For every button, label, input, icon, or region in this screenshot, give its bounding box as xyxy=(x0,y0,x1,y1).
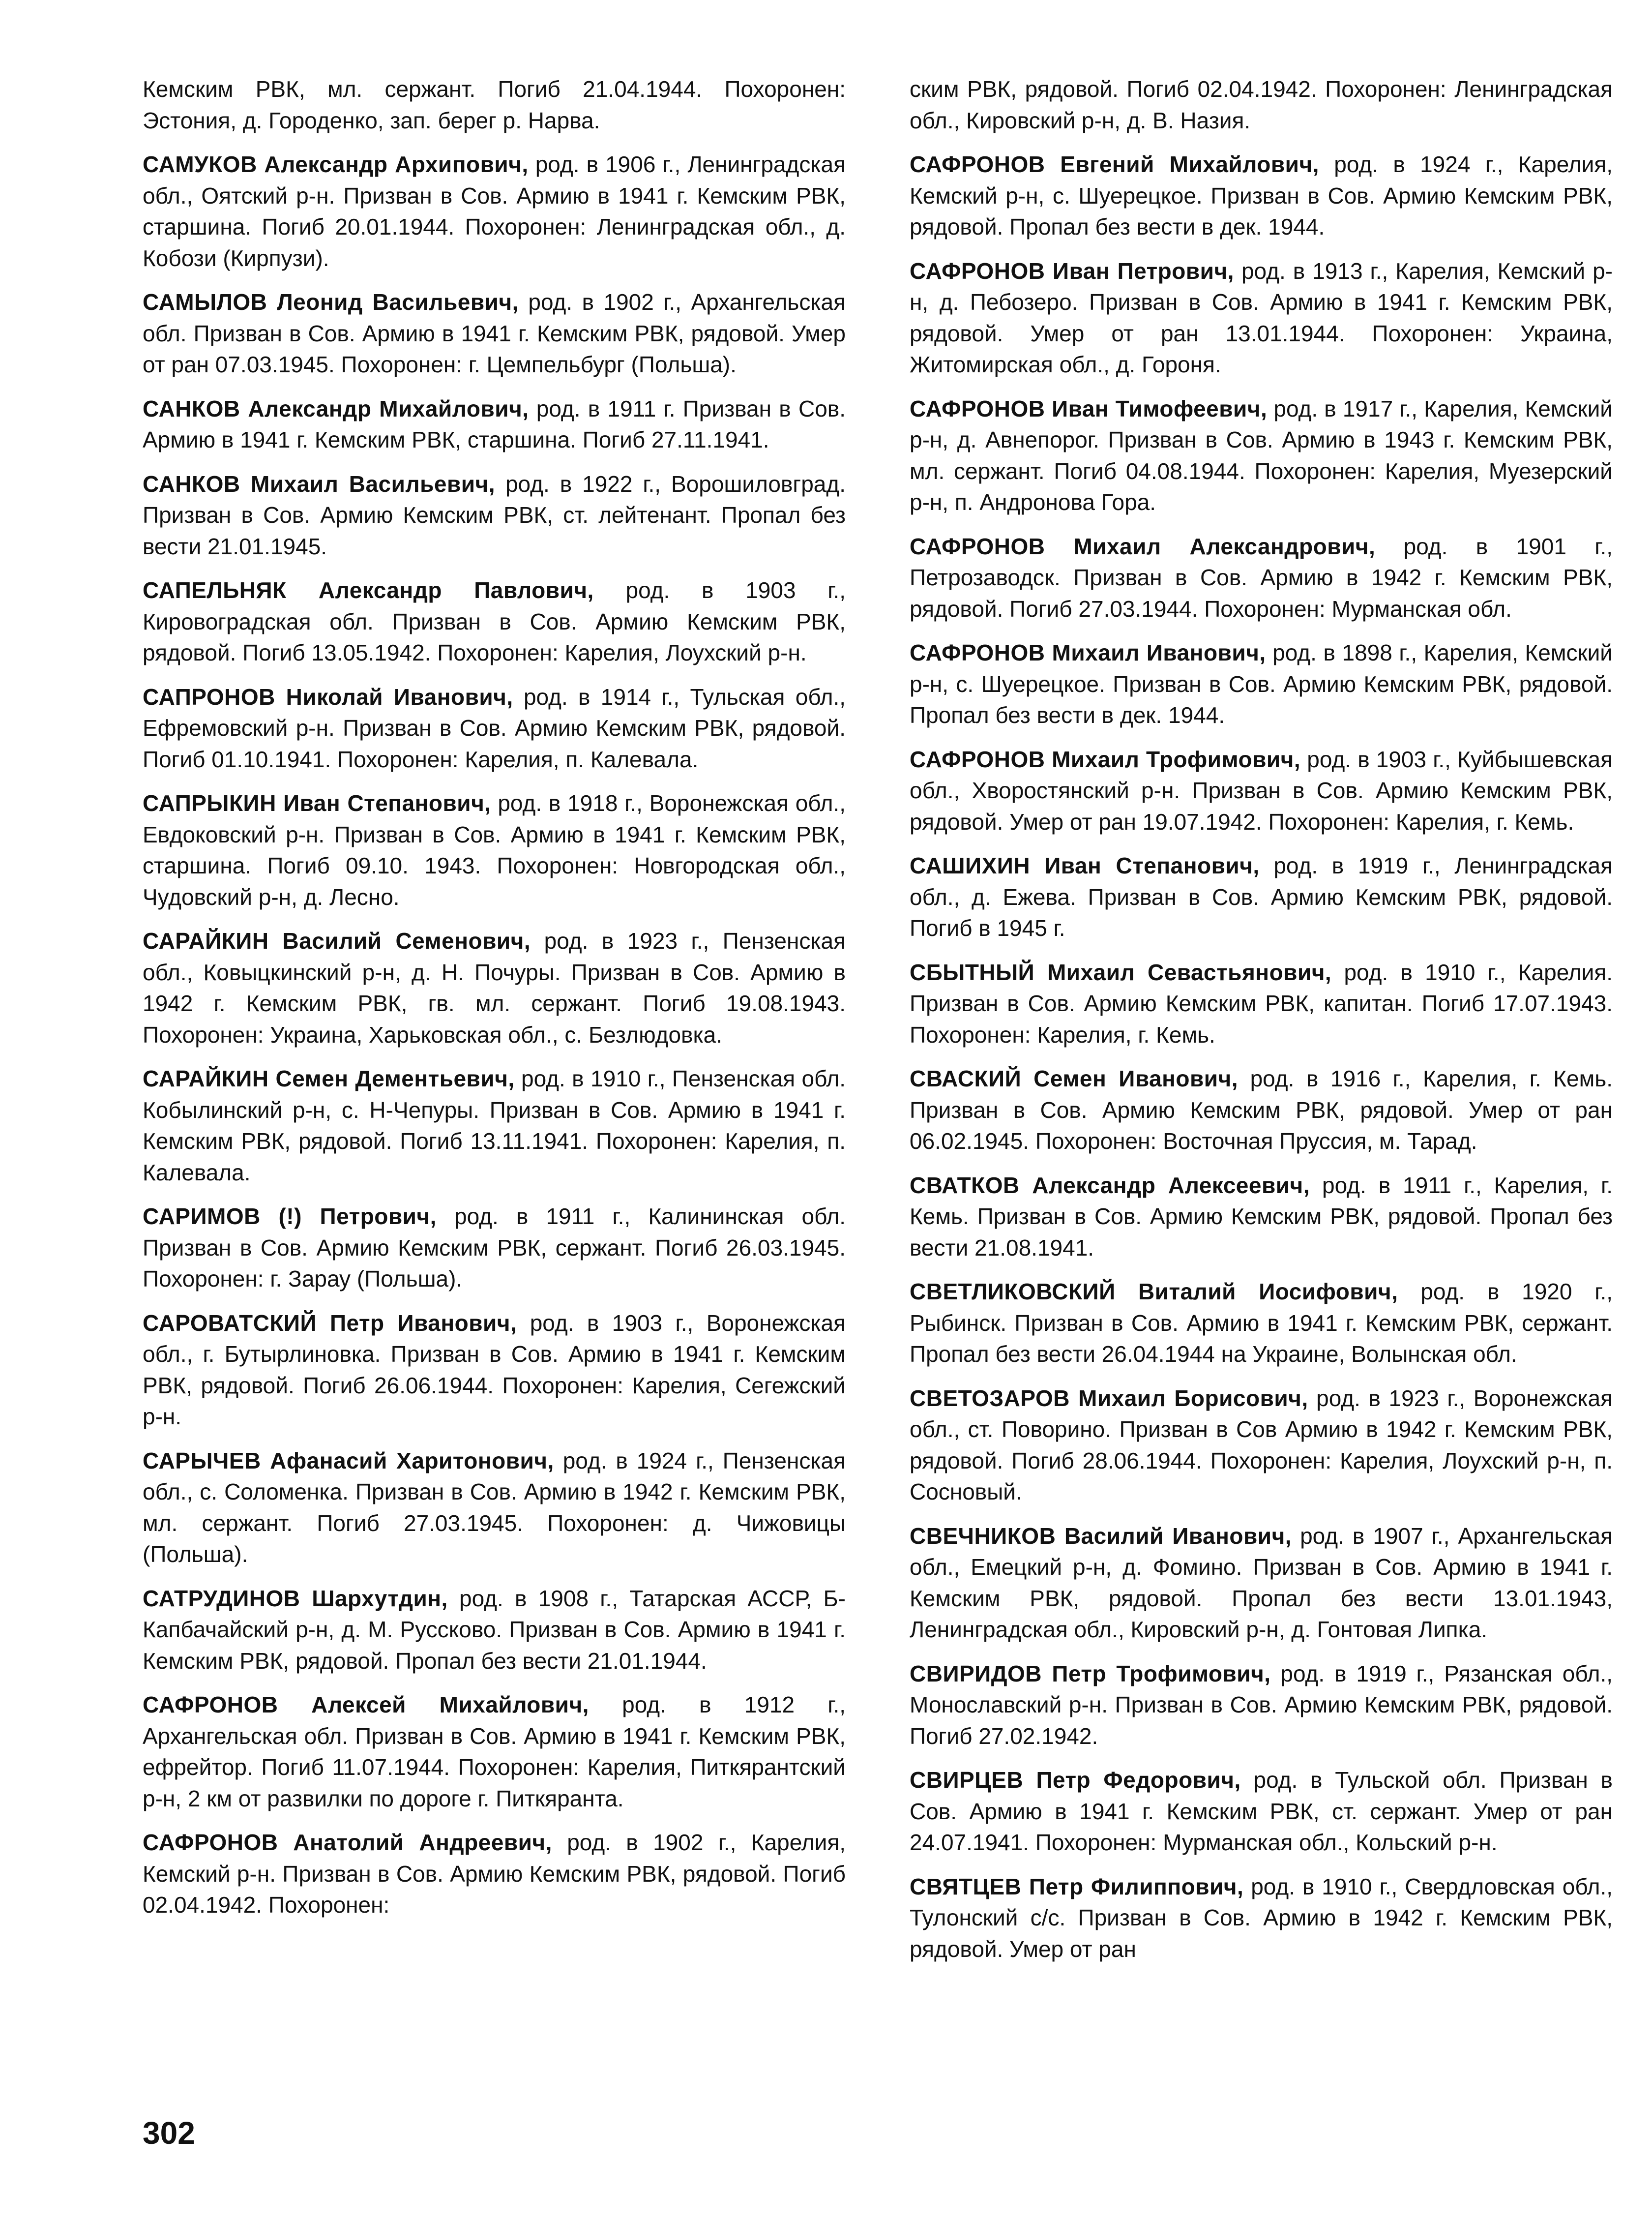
entry-name: СВАСКИЙ Семен Иванович, xyxy=(910,1066,1239,1091)
entry-text: род. в 1908 г., Татарская АССР, Б-Капбачайский р-н, д. М. Руссково. Призван в Сов. Армию в 1941 г. Кемским РВК, рядовой. Пропал без вести 21.01.1944. xyxy=(143,1585,846,1674)
entry-name: САРАЙКИН Семен Дементьевич, xyxy=(143,1066,515,1091)
entry xyxy=(910,531,1613,625)
entry-text: род. в 1911 г. Призван в Сов. Армию в 1941 г. Кемским РВК, старшина. Погиб 27.11.1941. xyxy=(143,395,846,452)
entry-name: СВЕТЛИКОВСКИЙ Виталий Иосифович, xyxy=(910,1279,1398,1304)
entry xyxy=(143,287,846,381)
entry-name: САФРОНОВ Евгений Михайлович, xyxy=(910,151,1319,177)
entry-name: САФРОНОВ Михаил Трофимович, xyxy=(910,746,1301,772)
entry-text: род. в 1910 г., Пензенская обл. Кобылинский р-н, с. Н-Чепуры. Призван в Сов. Армию в 1941 г. Кемским РВК, рядовой. Погиб 13.11.1941. Похоронен: Карелия, п. Калевала. xyxy=(143,1066,846,1185)
entry-text: род. в Тульской обл. Призван в Сов. Армию в 1941 г. Кемским РВК, ст. сержант. Умер от ран 24.07.1941. Похоронен: Мурманская обл., Кольский р-н. xyxy=(910,1767,1613,1855)
entry-name: СВЕЧНИКОВ Василий Иванович, xyxy=(910,1523,1292,1549)
entry-name: САФРОНОВ Иван Тимофеевич, xyxy=(910,395,1268,421)
entry xyxy=(910,1521,1613,1646)
entry-text: ским РВК, рядовой. Погиб 02.04.1942. Похоронен: Ленинградская обл., Кировский р-н, д. В. Назия. xyxy=(910,76,1613,133)
entry-text: род. в 1923 г., Воронежская обл., ст. Поворино. Призван в Сов Армию в 1942 г. Кемским РВК, рядовой. Погиб 28.06.1944. Похоронен: Карелия, Лоухский р-н, п. Сосновый. xyxy=(910,1385,1613,1504)
entry-text: род. в 1901 г., Петрозаводск. Призван в Сов. Армию в 1942 г. Кемским РВК, рядовой. Погиб 27.03.1944. Похоронен: Мурманская обл. xyxy=(910,533,1613,622)
entry-name: САРЫЧЕВ Афанасий Харитонович, xyxy=(143,1447,554,1473)
entry xyxy=(143,74,846,136)
entry xyxy=(910,1765,1613,1859)
entry-text: род. в 1914 г., Тульская обл., Ефремовский р-н. Призван в Сов. Армию Кемским РВК, рядовой. Погиб 01.10.1941. Похоронен: Карелия, п. Калевала. xyxy=(143,684,846,772)
entry-text: род. в 1916 г., Карелия, г. Кемь. Призван в Сов. Армию Кемским РВК, рядовой. Умер от ран 06.02.1945. Похоронен: Восточная Пруссия, м. Тарад. xyxy=(910,1066,1613,1154)
entry xyxy=(143,1445,846,1570)
entry xyxy=(910,74,1613,136)
entry-text: род. в 1924 г., Карелия, Кемский р-н, с. Шуерецкое. Призван в Сов. Армию Кемским РВК, рядовой. Пропал без вести в дек. 1944. xyxy=(910,151,1613,240)
entry-name: САНКОВ Михаил Васильевич, xyxy=(143,471,496,497)
entry-name: САМУКОВ Александр Архипович, xyxy=(143,151,529,177)
entry xyxy=(143,926,846,1051)
entry xyxy=(910,393,1613,518)
entry xyxy=(910,1276,1613,1370)
entry xyxy=(143,469,846,563)
entry-text: род. в 1923 г., Пензенская обл., Ковыцкинский р-н, д. Н. Почуры. Призван в Сов. Армию в 1942 г. Кемским РВК, гв. мл. сержант. Погиб 19.08.1943. Похоронен: Украина, Харьковская обл., с. Безлюдовка. xyxy=(143,928,846,1048)
entry-name: САФРОНОВ Алексей Михайлович, xyxy=(143,1692,589,1717)
entry xyxy=(910,744,1613,838)
entry-text: род. в 1903 г., Куйбышевская обл., Хворостянский р-н. Призван в Сов. Армию Кемским РВК, рядовой. Умер от ран 19.07.1942. Похоронен: Карелия, г. Кемь. xyxy=(910,746,1613,835)
entry xyxy=(910,850,1613,944)
entry xyxy=(910,1871,1613,1965)
entry-name: САПРОНОВ Николай Иванович, xyxy=(143,684,513,710)
entry xyxy=(143,393,846,456)
entry xyxy=(143,1063,846,1188)
entry-text: род. в 1924 г., Пензенская обл., с. Соломенка. Призван в Сов. Армию в 1942 г. Кемским РВК, мл. сержант. Погиб 27.03.1945. Похоронен: д. Чижовицы (Польша). xyxy=(143,1447,846,1567)
entry xyxy=(143,1308,846,1433)
entry-name: САТРУДИНОВ Шархутдин, xyxy=(143,1585,448,1611)
entry-text: род. в 1919 г., Рязанская обл., Монославский р-н. Призван в Сов. Армию Кемским РВК, рядовой. Погиб 27.02.1942. xyxy=(910,1660,1613,1749)
entry-name: САФРОНОВ Михаил Александрович, xyxy=(910,533,1376,559)
entry-text: род. в 1910 г., Карелия. Призван в Сов. Армию Кемским РВК, капитан. Погиб 17.07.1943. Похоронен: Карелия, г. Кемь. xyxy=(910,959,1613,1048)
entry-text: род. в 1906 г., Ленинградская обл., Оятский р-н. Призван в Сов. Армию в 1941 г. Кемским РВК, старшина. Погиб 20.01.1944. Похоронен: Ленинградская обл., д. Кобози (Кирпузи). xyxy=(143,151,846,271)
entry-name: САРОВАТСКИЙ Петр Иванович, xyxy=(143,1310,517,1336)
entry xyxy=(143,1583,846,1677)
entry-text: род. в 1912 г., Архангельская обл. Призван в Сов. Армию в 1941 г. Кемским РВК, ефрейтор. Погиб 11.07.1944. Похоронен: Карелия, Питкярантский р-н, 2 км от развилки по дороге г. Питкяранта. xyxy=(143,1692,846,1811)
entry-name: СВИРЦЕВ Петр Федорович, xyxy=(910,1767,1241,1793)
entry xyxy=(143,1689,846,1814)
entry-name: СВАТКОВ Александр Алексеевич, xyxy=(910,1172,1310,1198)
entry-text: род. в 1919 г., Ленинградская обл., д. Ежева. Призван в Сов. Армию Кемским РВК, рядовой. Погиб в 1945 г. xyxy=(910,853,1613,941)
entry-name: САНКОВ Александр Михайлович, xyxy=(143,395,529,421)
entry xyxy=(910,1170,1613,1264)
entry-name: САПРЫКИН Иван Степанович, xyxy=(143,790,491,816)
entry-text: род. в 1898 г., Карелия, Кемский р-н, с. Шуерецкое. Призван в Сов. Армию Кемским РВК, рядовой. Пропал без вести в дек. 1944. xyxy=(910,640,1613,728)
entry xyxy=(910,1658,1613,1752)
entry-text: род. в 1903 г., Воронежская обл., г. Бутырлиновка. Призван в Сов. Армию в 1941 г. Кемским РВК, рядовой. Погиб 26.06.1944. Похоронен: Карелия, Сегежский р-н. xyxy=(143,1310,846,1429)
entry xyxy=(910,1063,1613,1157)
entry-text: Кемским РВК, мл. сержант. Погиб 21.04.1944. Похоронен: Эстония, д. Городенко, зап. берег р. Нарва. xyxy=(143,76,846,133)
entry-text: род. в 1902 г., Карелия, Кемский р-н. Призван в Сов. Армию Кемским РВК, рядовой. Погиб 02.04.1942. Похоронен: xyxy=(143,1830,846,1918)
entry-text: род. в 1910 г., Свердловская обл., Тулонский с/с. Призван в Сов. Армию в 1942 г. Кемским РВК, рядовой. Умер от ран xyxy=(910,1873,1613,1962)
entry-name: САШИХИН Иван Степанович, xyxy=(910,853,1260,878)
entry-name: СВЕТОЗАРОВ Михаил Борисович, xyxy=(910,1385,1308,1411)
page-number: 302 xyxy=(143,2115,195,2151)
entry xyxy=(910,1383,1613,1508)
entry-name: СВИРИДОВ Петр Трофимович, xyxy=(910,1660,1271,1686)
entry-text: род. в 1907 г., Архангельская обл., Емецкий р-н, д. Фомино. Призван в Сов. Армию в 1941 г. Кемским РВК, рядовой. Пропал без вести 13.01.1943, Ленинградская обл., Кировский р-н, д. Гонтовая Липка. xyxy=(910,1523,1613,1642)
entry-text: род. в 1917 г., Карелия, Кемский р-н, д. Авнепорог. Призван в Сов. Армию в 1943 г. Кемским РВК, мл. сержант. Погиб 04.08.1944. Похоронен: Карелия, Муезерский р-н, п. Андронова Гора. xyxy=(910,395,1613,515)
entry xyxy=(143,575,846,669)
entry-name: САФРОНОВ Анатолий Андреевич, xyxy=(143,1830,552,1855)
entry xyxy=(143,1827,846,1921)
entry xyxy=(910,256,1613,381)
entry-name: САФРОНОВ Михаил Иванович, xyxy=(910,640,1266,665)
entry xyxy=(910,957,1613,1051)
entry-text: род. в 1911 г., Карелия, г. Кемь. Призван в Сов. Армию Кемским РВК, рядовой. Пропал без вести 21.08.1941. xyxy=(910,1172,1613,1261)
entry-text: род. в 1918 г., Воронежская обл., Евдоковский р-н. Призван в Сов. Армию в 1941 г. Кемским РВК, старшина. Погиб 09.10. 1943. Похоронен: Новгородская обл., Чудовский р-н, д. Лесно. xyxy=(143,790,846,910)
entry-name: САПЕЛЬНЯК Александр Павлович, xyxy=(143,577,594,603)
entry xyxy=(143,682,846,776)
entry-text: род. в 1903 г., Кировоградская обл. Призван в Сов. Армию Кемским РВК, рядовой. Погиб 13.05.1942. Похоронен: Карелия, Лоухский р-н. xyxy=(143,577,846,665)
right-column xyxy=(910,74,1613,1978)
entry-name: САРАЙКИН Василий Семенович, xyxy=(143,928,531,954)
left-column xyxy=(143,74,846,1934)
entry-text: род. в 1920 г., Рыбинск. Призван в Сов. Армию в 1941 г. Кемским РВК, сержант. Пропал без вести 26.04.1944 на Украине, Волынская обл. xyxy=(910,1279,1613,1367)
entry-text: род. в 1911 г., Калининская обл. Призван в Сов. Армию Кемским РВК, сержант. Погиб 26.03.1945. Похоронен: г. Зарау (Польша). xyxy=(143,1203,846,1292)
entry-text: род. в 1902 г., Архангельская обл. Призван в Сов. Армию в 1941 г. Кемским РВК, рядовой. Умер от ран 07.03.1945. Похоронен: г. Цемпельбург (Польша). xyxy=(143,289,846,377)
entry-name: СБЫТНЫЙ Михаил Севастьянович, xyxy=(910,959,1332,985)
entry-name: СВЯТЦЕВ Петр Филиппович, xyxy=(910,1873,1244,1899)
entry xyxy=(143,149,846,274)
entry-name: САМЫЛОВ Леонид Васильевич, xyxy=(143,289,519,315)
entry-name: САФРОНОВ Иван Петрович, xyxy=(910,258,1234,284)
entry xyxy=(910,149,1613,243)
entry-name: САРИМОВ (!) Петрович, xyxy=(143,1203,437,1229)
entry xyxy=(143,788,846,913)
entry-text: род. в 1913 г., Карелия, Кемский р-н, д. Пебозеро. Призван в Сов. Армию в 1941 г. Кемским РВК, рядовой. Умер от ран 13.01.1944. Похоронен: Украина, Житомирская обл., д. Гороня. xyxy=(910,258,1613,377)
entry-text: род. в 1922 г., Ворошиловград. Призван в Сов. Армию Кемским РВК, ст. лейтенант. Пропал без вести 21.01.1945. xyxy=(143,471,846,559)
entry xyxy=(910,637,1613,731)
entry xyxy=(143,1201,846,1295)
